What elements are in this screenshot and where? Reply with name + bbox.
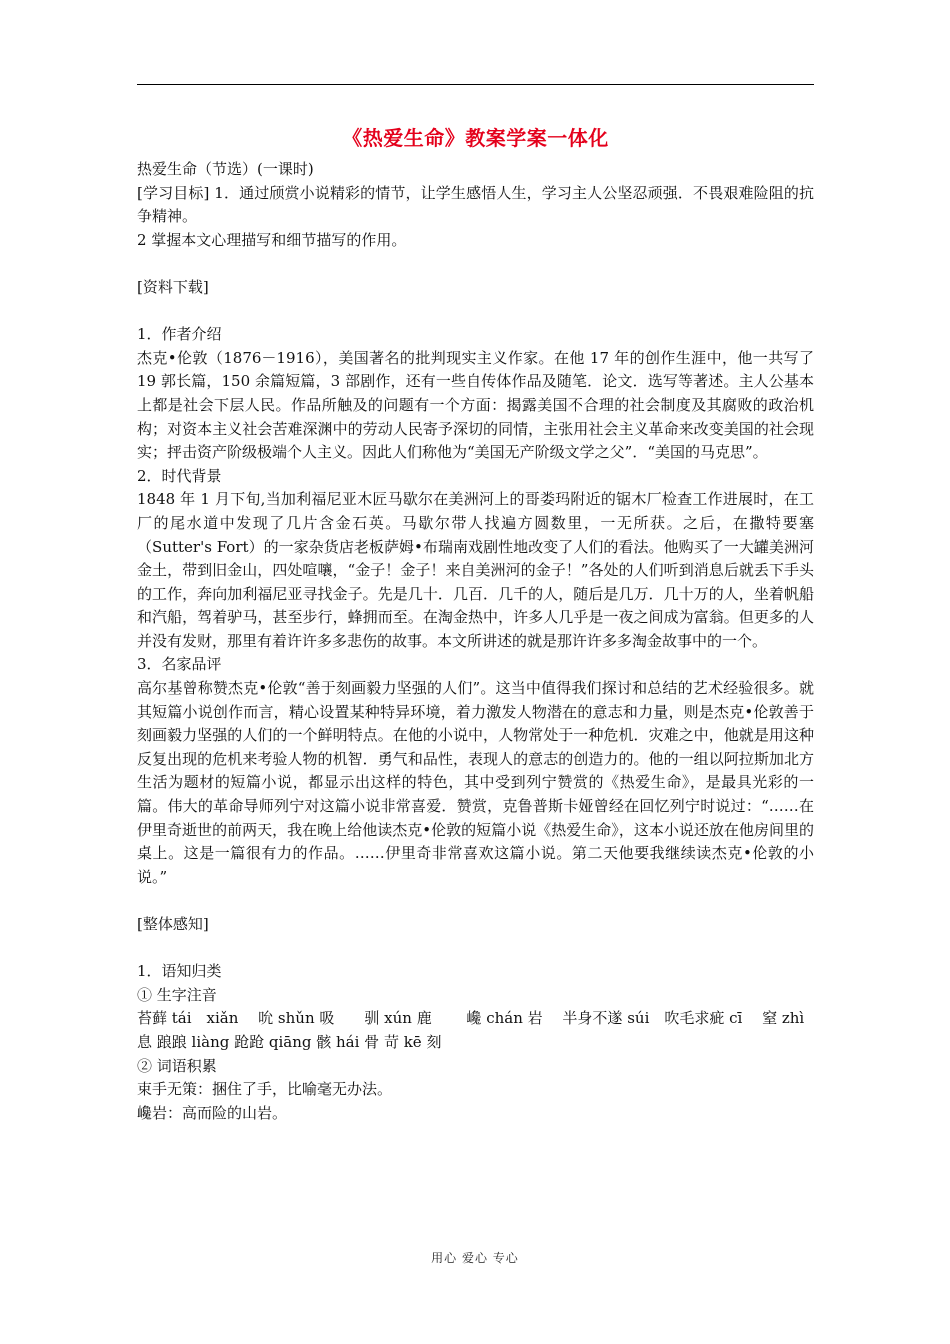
spacer — [137, 889, 814, 913]
spacer — [137, 252, 814, 276]
pronunciation-line-1: 苔藓 tái xiǎn 吮 shǔn 吸 驯 xún 鹿 巉 chán 岩 半身不遂 súi 吹毛求疵 cī 窒 zhì — [137, 1009, 805, 1028]
vocab-item-1: 束手无策：捆住了手，比喻毫无办法。 — [137, 1080, 393, 1099]
document-page — [137, 118, 814, 1125]
spacer — [137, 300, 814, 324]
background-text: 1848 年 1 月下旬,当加利福尼亚木匠马歇尔在美洲河上的哥娄玛附近的锯木厂检查工作进展时，在工厂的尾水道中发现了几片含金石英。马歇尔带人找遍方圆数里，一无所获。之后，在撒特要塞（Sutter's Fort）的一家杂货店老板萨姆•布瑞南戏剧性地改变了人们的看法。他购买了一大罐美洲河金土，带到旧金山，四处喧嚷，“金子！金子！来自美洲河的金子！”各处的人们听到消息后就丢下手头的工作，奔向加利福尼亚寻找金子。先是几十．几百．几千的人，随后是几万．几十万的人，坐着帆船和汽船，驾着驴马，甚至步行，蜂拥而至。在淘金热中，许多人几乎是一夜之间成为富翁。但更多的人并没有发财，那里有着许许多多悲伤的故事。本文所讲述的就是那许许多多淘金故事中的一个。 — [137, 490, 814, 650]
background-heading: 2．时代背景 — [137, 466, 222, 485]
section-resources: [资料下载] — [137, 277, 209, 296]
critique-text: 高尔基曾称赞杰克•伦敦“善于刻画毅力坚强的人们”。这当中值得我们探讨和总结的艺术经验很多。就其短篇小说创作而言，精心设置某种特异环境，着力激发人物潜在的意志和力量，则是杰克•伦敦善于刻画毅力坚强的人们的一个鲜明特点。在他的小说中，人物常处于一种危机．灾难之中，他就是用这种反复出现的危机来考验人物的机智．勇气和品性，表现人的意志的创造力的。他的一组以阿拉斯加北方生活为题材的短篇小说，都显示出这样的特色，其中受到列宁赞赏的《热爱生命》，是最具光彩的一篇。伟大的革命导师列宁对这篇小说非常喜爱．赞赏，克鲁普斯卡娅曾经在回忆列宁时说过：“……在伊里奇逝世的前两天，我在晚上给他读杰克•伦敦的短篇小说《热爱生命》，这本小说还放在他房间里的桌上。这是一篇很有力的作品。……伊里奇非常喜欢这篇小说。第二天他要我继续读杰克•伦敦的小说。” — [137, 679, 814, 886]
page-footer: 用心 爱心 专心 — [431, 1251, 519, 1265]
author-text: 杰克•伦敦（1876－1916），美国著名的批判现实主义作家。在他 17 年的创作生涯中，他一共写了 19 郭长篇，150 余篇短篇，3 部剧作，还有一些自传体作品及随笔．论文．选写等著述。主人公基本上都是社会下层人民。作品所触及的问题有一个方面：揭露美国不合理的社会制度及其腐败的政治机构；对资本主义社会苦难深渊中的劳动人民寄予深切的同情，主张用社会主义革命来改变美国的社会现实；抨击资产阶级极端个人主义。因此人们称他为“美国无产阶级文学之父”．“美国的马克思”。 — [137, 348, 814, 462]
vocab-heading: ② 词语积累 — [137, 1056, 217, 1075]
objectives-paragraph-2: 2 掌握本文心理描写和细节描写的作用。 — [137, 230, 407, 249]
subtitle: 热爱生命（节选）(一课时) — [137, 160, 314, 178]
vocab-item-2: 巉岩：高而险的山岩。 — [137, 1103, 288, 1122]
pronunciation-heading: ① 生字注音 — [137, 985, 217, 1004]
header-rule — [137, 84, 814, 85]
pronunciation-line-2: 息 踉踉 liàng 跄跄 qiāng 骸 hái 骨 苛 kē 刻 — [137, 1032, 442, 1051]
section-overview: [整体感知] — [137, 915, 209, 933]
objectives-paragraph-1: [学习目标] 1．通过颀赏小说精彩的情节，让学生感悟人生，学习主人公坚忍顽强．不畏艰难险阻的抗争精神。 — [137, 183, 814, 226]
knowledge-heading: 1．语知归类 — [137, 962, 222, 981]
spacer — [137, 937, 814, 961]
author-heading: 1．作者介绍 — [137, 325, 222, 344]
document-title: 《热爱生命》教案学案一体化 — [342, 126, 609, 150]
critique-heading: 3．名家品评 — [137, 655, 222, 674]
